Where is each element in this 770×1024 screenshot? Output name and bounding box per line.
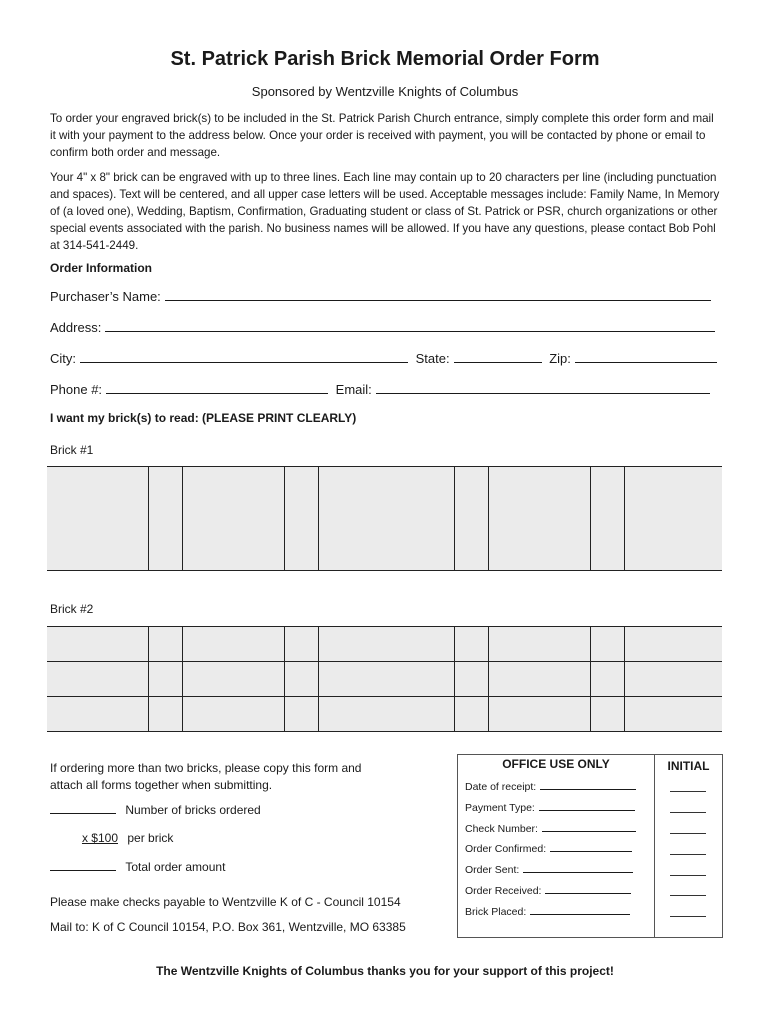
- brick2-line[interactable]: [47, 662, 722, 697]
- brick2-cell[interactable]: [149, 662, 183, 696]
- brick1-cell[interactable]: [489, 467, 591, 570]
- brick1-cell[interactable]: [149, 467, 183, 570]
- phone-email-row: [50, 380, 710, 397]
- office-row-label: Date of receipt:: [465, 781, 537, 793]
- brick2-cell[interactable]: [285, 662, 319, 696]
- brick1-grid[interactable]: [47, 466, 722, 571]
- brick2-cell[interactable]: [47, 662, 149, 696]
- office-fields-column: [458, 755, 655, 937]
- address-label: Address:: [50, 320, 102, 335]
- brick2-cell[interactable]: [47, 627, 149, 661]
- total-row: [50, 858, 225, 876]
- brick2-cell[interactable]: [625, 627, 722, 661]
- address-line[interactable]: [105, 318, 715, 332]
- brick2-cell[interactable]: [285, 627, 319, 661]
- office-row-line[interactable]: [539, 800, 635, 811]
- brick2-cell[interactable]: [489, 662, 591, 696]
- brick2-cell[interactable]: [489, 627, 591, 661]
- office-row-line[interactable]: [540, 779, 636, 790]
- brick2-cell[interactable]: [455, 627, 489, 661]
- city-state-zip-row: [50, 349, 717, 366]
- state-line[interactable]: [454, 349, 542, 363]
- purchaser-line[interactable]: [165, 287, 711, 301]
- office-row-label: Payment Type:: [465, 802, 535, 814]
- office-row[interactable]: [465, 883, 631, 897]
- initial-line[interactable]: [670, 875, 706, 876]
- office-row-line[interactable]: [550, 841, 632, 852]
- office-row-line[interactable]: [530, 904, 630, 915]
- brick2-cell[interactable]: [149, 697, 183, 731]
- brick-heading: I want my brick(s) to read: (PLEASE PRINT CLEARLY): [50, 411, 357, 425]
- brick2-cell[interactable]: [591, 627, 625, 661]
- brick2-cell[interactable]: [319, 697, 455, 731]
- purchaser-label: Purchaser’s Name:: [50, 289, 161, 304]
- office-row[interactable]: [465, 904, 630, 918]
- email-line[interactable]: [376, 380, 710, 394]
- office-row[interactable]: [465, 862, 633, 876]
- multi-brick-note: If ordering more than two bricks, please copy this form and attach all forms together when submitting.: [50, 761, 362, 792]
- initial-line[interactable]: [670, 895, 706, 896]
- brick2-cell[interactable]: [183, 662, 285, 696]
- email-label: Email:: [335, 382, 372, 397]
- brick2-grid[interactable]: [47, 626, 722, 730]
- office-row[interactable]: [465, 779, 636, 793]
- price-value: x $100: [81, 831, 118, 845]
- brick2-cell[interactable]: [47, 697, 149, 731]
- office-row-label: Order Confirmed:: [465, 843, 547, 855]
- office-row[interactable]: [465, 841, 632, 855]
- brick2-cell[interactable]: [319, 627, 455, 661]
- per-brick-label: per brick: [127, 831, 174, 845]
- brick2-cell[interactable]: [319, 662, 455, 696]
- brick2-line[interactable]: [47, 627, 722, 662]
- initial-line[interactable]: [670, 916, 706, 917]
- zip-line[interactable]: [575, 349, 717, 363]
- brick2-cell[interactable]: [591, 697, 625, 731]
- brick2-cell[interactable]: [455, 662, 489, 696]
- office-use-box: [457, 754, 723, 938]
- form-subtitle: Sponsored by Wentzville Knights of Columbus: [251, 84, 519, 99]
- brick1-label: Brick #1: [50, 443, 94, 457]
- office-row-label: Brick Placed:: [465, 906, 527, 918]
- phone-line[interactable]: [106, 380, 328, 394]
- office-row-label: Order Received:: [465, 885, 542, 897]
- initial-line[interactable]: [670, 833, 706, 834]
- num-bricks-label: Number of bricks ordered: [125, 803, 261, 817]
- brick2-line[interactable]: [47, 697, 722, 732]
- initial-line[interactable]: [670, 854, 706, 855]
- rules-paragraph: Your 4" x 8" brick can be engraved with up to three lines. Each line may contain up to 20 characters per line (including punctuation and spaces). Text will be centered, and all upper case letters will be used. Acceptable messages include: Family Name, In Memory of (a loved one), Wedding, Baptism, Confirmation, Graduating student or class of St. Patrick or PSR, church organizations or other special events associated with the parish. No business names will be allowed. If you have any questions, please contact Bob Pohl at 314-541-2449.: [50, 171, 720, 252]
- mail-to: Mail to: K of C Council 10154, P.O. Box 361, Wentzville, MO 63385: [50, 920, 406, 934]
- brick2-label: Brick #2: [50, 602, 94, 616]
- price-row: [50, 830, 173, 847]
- footer-thanks: The Wentzville Knights of Columbus thanks you for your support of this project!: [156, 964, 614, 978]
- form-title: St. Patrick Parish Brick Memorial Order Form: [170, 48, 600, 70]
- order-info-heading: Order Information: [50, 261, 153, 275]
- brick1-cell[interactable]: [625, 467, 722, 570]
- office-row-line[interactable]: [523, 862, 633, 873]
- brick1-cell[interactable]: [591, 467, 625, 570]
- brick2-cell[interactable]: [149, 627, 183, 661]
- office-use-heading: OFFICE USE ONLY: [502, 757, 610, 771]
- purchaser-field[interactable]: [50, 287, 711, 304]
- intro-paragraph: To order your engraved brick(s) to be included in the St. Patrick Parish Church entrance, simply complete this order form and mail it with your payment to the address below. Once your order is received with payment, you will be contacted by phone or email to confirm both order and message.: [50, 112, 714, 159]
- brick2-cell[interactable]: [455, 697, 489, 731]
- initial-line[interactable]: [670, 812, 706, 813]
- office-row-label: Check Number:: [465, 823, 538, 835]
- brick2-cell[interactable]: [489, 697, 591, 731]
- initial-line[interactable]: [670, 791, 706, 792]
- office-row[interactable]: [465, 800, 635, 814]
- brick2-cell[interactable]: [285, 697, 319, 731]
- office-row[interactable]: [465, 821, 636, 835]
- zip-label: Zip:: [549, 351, 571, 366]
- brick1-cell[interactable]: [47, 467, 149, 570]
- num-bricks-row: [50, 801, 261, 819]
- brick1-cell[interactable]: [285, 467, 319, 570]
- state-label: State:: [415, 351, 450, 366]
- total-line[interactable]: [50, 858, 116, 871]
- office-row-line[interactable]: [545, 883, 631, 894]
- checks-payable: Please make checks payable to Wentzville K of C - Council 10154: [50, 895, 401, 909]
- phone-label: Phone #:: [50, 382, 103, 397]
- office-row-label: Order Sent:: [465, 864, 520, 876]
- num-bricks-line[interactable]: [50, 801, 116, 814]
- total-label: Total order amount: [125, 860, 226, 874]
- brick2-cell[interactable]: [183, 627, 285, 661]
- brick2-cell[interactable]: [625, 662, 722, 696]
- office-row-line[interactable]: [542, 821, 636, 832]
- brick2-cell[interactable]: [591, 662, 625, 696]
- brick2-cell[interactable]: [183, 697, 285, 731]
- initial-heading: INITIAL: [667, 759, 710, 773]
- brick1-cell[interactable]: [455, 467, 489, 570]
- brick1-cell[interactable]: [183, 467, 285, 570]
- city-label: City:: [50, 351, 76, 366]
- brick1-cell[interactable]: [319, 467, 455, 570]
- city-line[interactable]: [80, 349, 408, 363]
- address-field[interactable]: [50, 318, 715, 335]
- brick2-cell[interactable]: [625, 697, 722, 731]
